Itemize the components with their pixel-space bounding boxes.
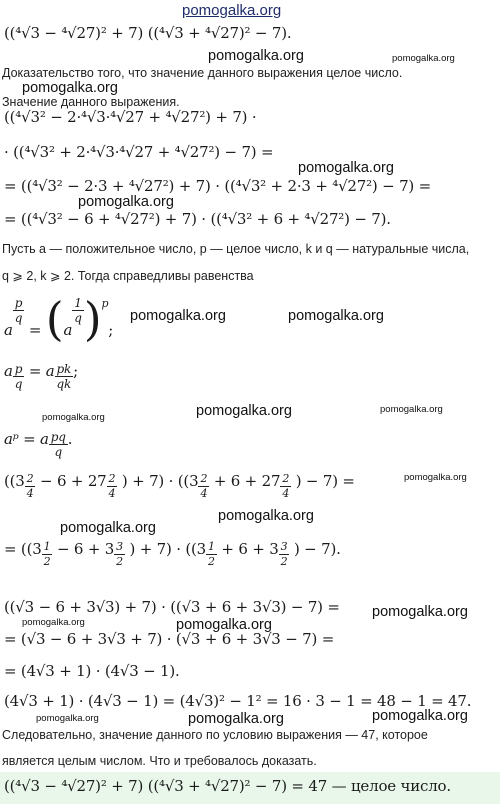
- rule-text-1: Пусть a — положительное число, p — целое число, k и q — натуральные числа,: [2, 242, 470, 256]
- final-answer-box: [0, 772, 500, 804]
- watermark: pomogalka.org: [42, 412, 105, 423]
- watermark: pomogalka.org: [208, 48, 304, 64]
- conclusion-text-1: Следовательно, значение данного по условию выражения — 47, которое: [2, 728, 428, 742]
- math-line-10: = (√3 − 6 + 3√3 + 7) · (√3 + 6 + 3√3 − 7) =: [4, 630, 335, 648]
- watermark: pomogalka.org: [404, 472, 467, 483]
- watermark: pomogalka.org: [36, 713, 99, 724]
- watermark: pomogalka.org: [372, 604, 468, 620]
- conclusion-text-2: является целым числом. Что и требовалось доказать.: [2, 754, 317, 768]
- math-line-4: = ((⁴√3² − 6 + ⁴√27²) + 7) · ((⁴√3² + 6 + ⁴√27²) − 7).: [4, 210, 391, 228]
- watermark: pomogalka.org: [22, 80, 118, 96]
- watermark: pomogalka.org: [22, 617, 85, 628]
- watermark: pomogalka.org: [392, 53, 455, 64]
- formula-3: aᵖ = a $\frac{pq}{q}$ .: [4, 430, 73, 459]
- watermark: pomogalka.org: [176, 617, 272, 633]
- formula-5: = ((3 $\frac{1}{2}$ − 6 + 3 $\frac{3}{2}$ ) + 7) · ((3 $\frac{1}{2}$ + 6 + 3 $\frac{3}{2}$ ) − 7).: [4, 540, 341, 568]
- problem-expression: ((⁴√3 − ⁴√27)² + 7) ((⁴√3 + ⁴√27)² − 7).: [4, 24, 292, 42]
- watermark-top[interactable]: pomogalka.org: [182, 2, 282, 19]
- rule-text-2: q ⩾ 2, k ⩾ 2. Тогда справедливы равенства: [2, 269, 254, 283]
- watermark: pomogalka.org: [298, 160, 394, 176]
- watermark: pomogalka.org: [188, 711, 284, 727]
- math-line-9: ((√3 − 6 + 3√3) + 7) · ((√3 + 6 + 3√3) − 7) =: [4, 598, 340, 616]
- formula-2: a $\frac{p}{q}$ = a $\frac{pk}{qk}$ ;: [4, 362, 78, 391]
- watermark: pomogalka.org: [60, 520, 156, 536]
- watermark: pomogalka.org: [380, 404, 443, 415]
- math-line-2: · ((⁴√3² + 2·⁴√3·⁴√27 + ⁴√27²) − 7) =: [4, 143, 274, 161]
- watermark: pomogalka.org: [218, 508, 314, 524]
- watermark: pomogalka.org: [196, 403, 292, 419]
- formula-4: ((3 $\frac{2}{4}$ − 6 + 27 $\frac{2}{4}$ ) + 7) · ((3 $\frac{2}{4}$ + 6 + 27 $\frac{2}{4}$ ) − 7) =: [4, 472, 355, 500]
- final-answer: ((⁴√3 − ⁴√27)² + 7) ((⁴√3 + ⁴√27)² − 7) = 47 — целое число.: [4, 777, 451, 795]
- watermark: pomogalka.org: [78, 194, 174, 210]
- value-label: Значение данного выражения.: [2, 95, 180, 109]
- math-line-3: = ((⁴√3² − 2·3 + ⁴√27²) + 7) · ((⁴√3² + 2·3 + ⁴√27²) − 7) =: [4, 177, 432, 195]
- math-line-11: = (4√3 + 1) · (4√3 − 1).: [4, 662, 180, 680]
- math-line-1: ((⁴√3² − 2·⁴√3·⁴√27 + ⁴√27²) + 7) ·: [4, 108, 257, 126]
- formula-1: a $\frac{p}{q}$ = (a $\frac{1}{q}$ )$^p$;: [4, 292, 114, 346]
- math-line-12: (4√3 + 1) · (4√3 − 1) = (4√3)² − 1² = 16 · 3 − 1 = 48 − 1 = 47.: [4, 692, 472, 710]
- watermark: pomogalka.org: [288, 308, 384, 324]
- watermark: pomogalka.org: [372, 708, 468, 724]
- watermark: pomogalka.org: [130, 308, 226, 324]
- intro-text: Доказательство того, что значение данного выражения целое число.: [2, 66, 403, 80]
